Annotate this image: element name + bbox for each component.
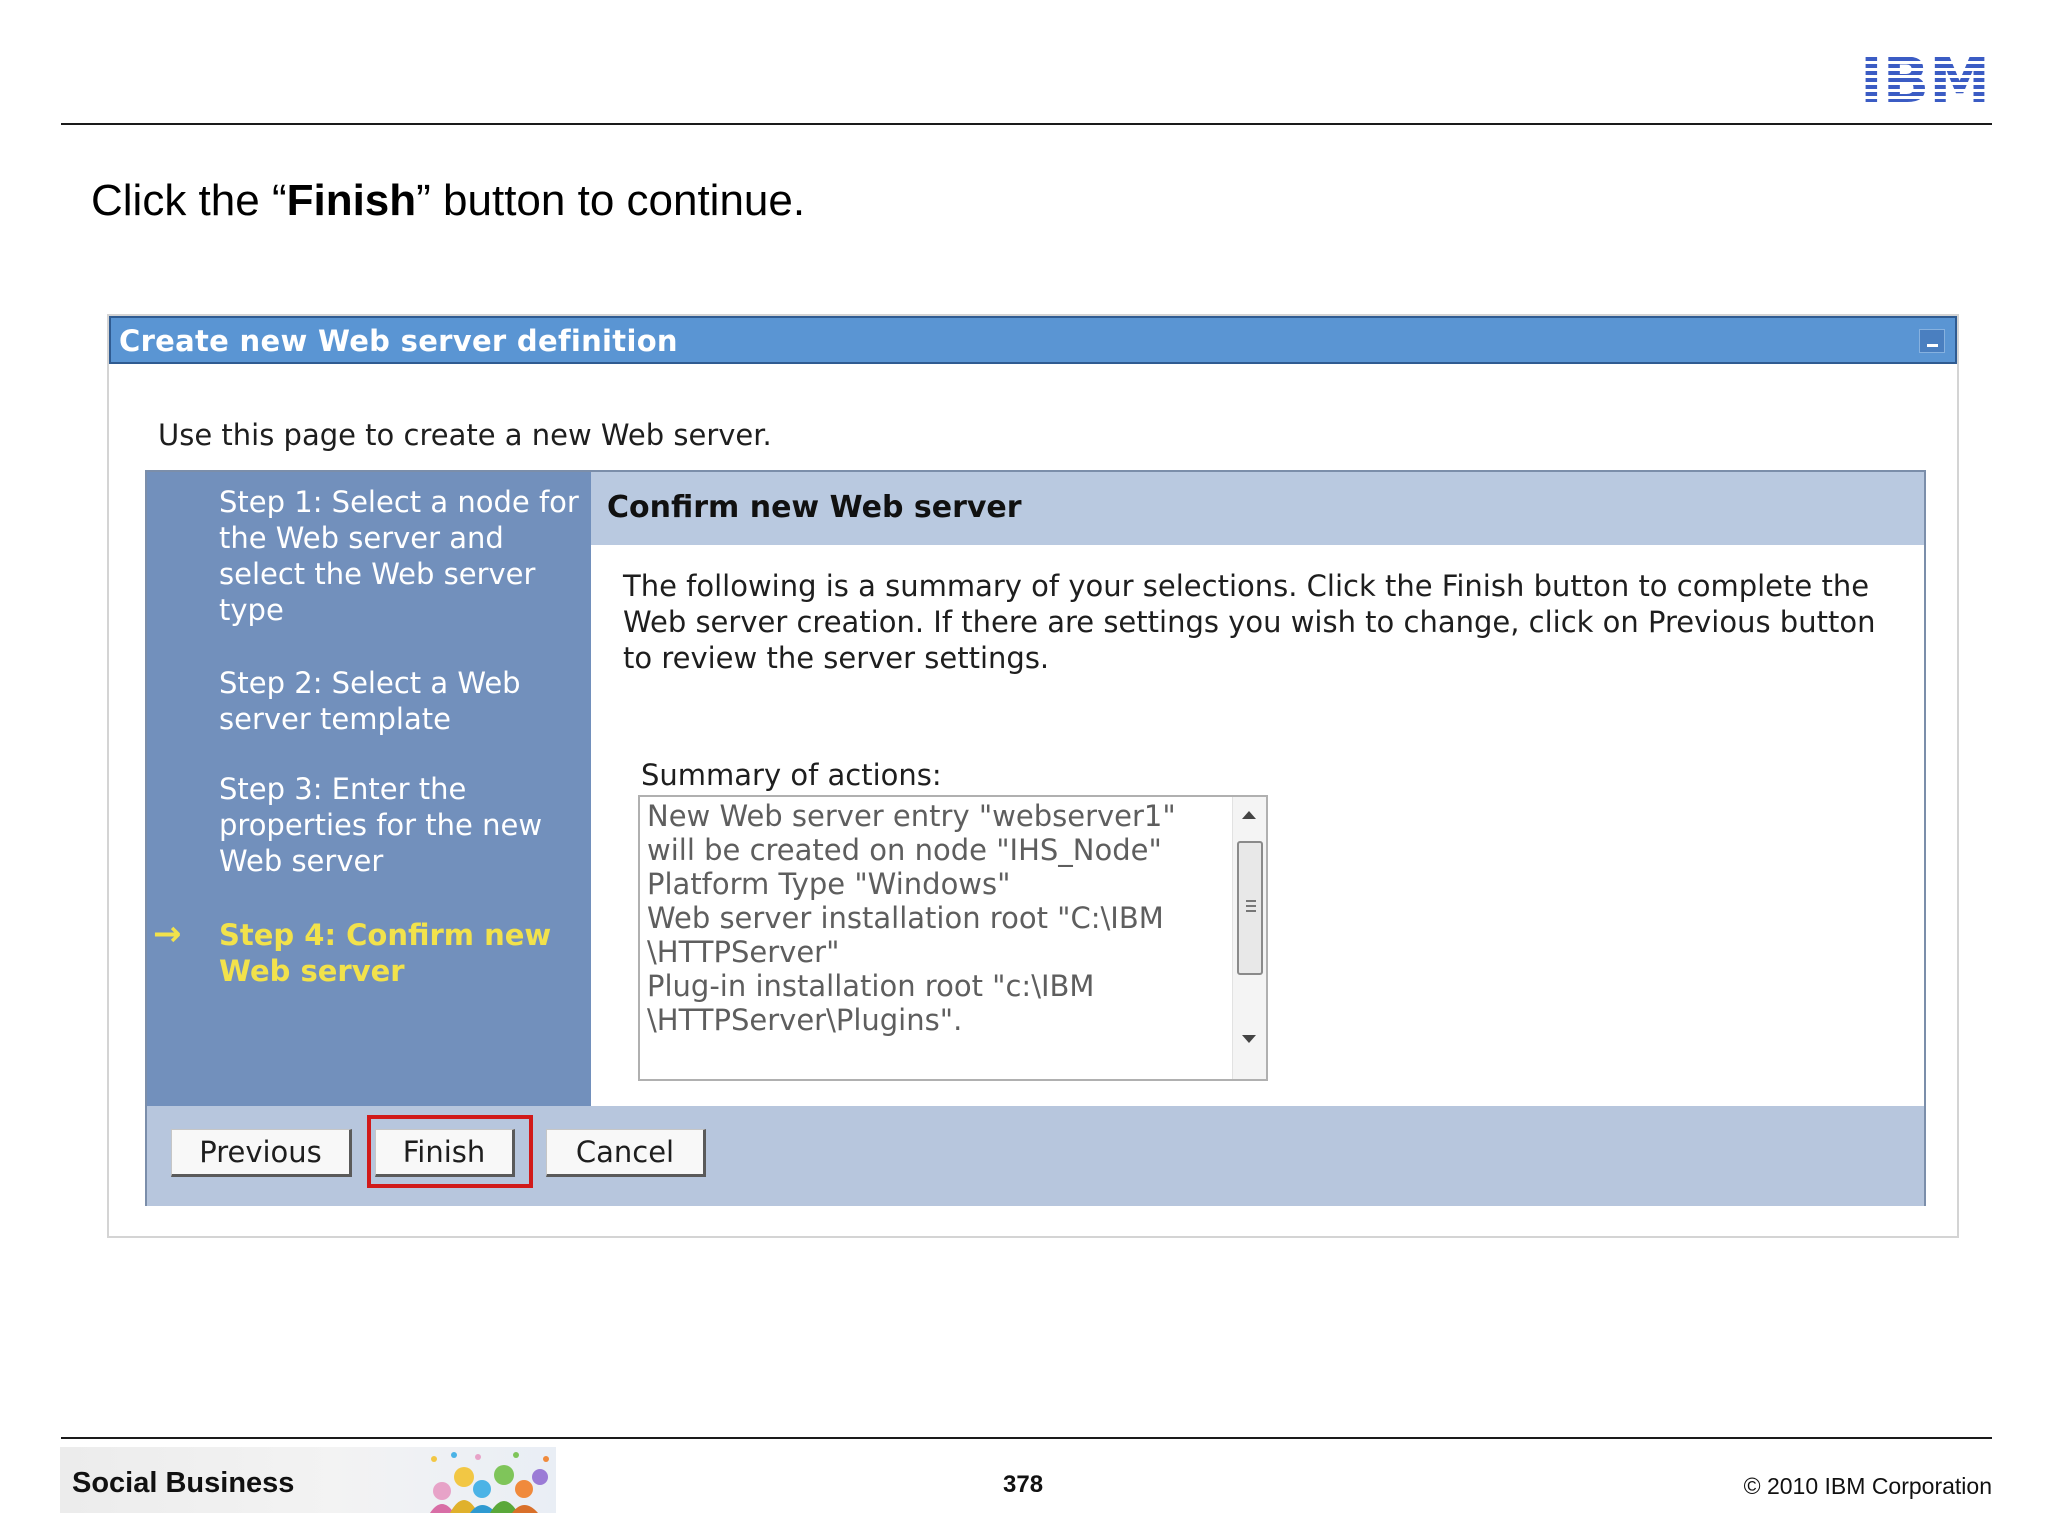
page-number: 378 — [1003, 1471, 1044, 1498]
wizard-panel — [145, 470, 1926, 1206]
current-step-arrow-icon: → — [153, 914, 182, 954]
content-header — [591, 472, 1924, 545]
ibm-logo — [1858, 50, 1992, 106]
footer-rule — [61, 1437, 1992, 1439]
summary-line: Plug-in installation root "c:\IBM — [647, 969, 1095, 1003]
wizard-steps — [147, 472, 591, 1106]
cancel-button[interactable]: Cancel — [546, 1129, 706, 1177]
scroll-up-icon[interactable] — [1242, 811, 1256, 819]
wizard-step-2[interactable]: Step 2: Select a Web server template — [219, 666, 521, 736]
instruction-prefix: Click the “ — [91, 176, 287, 225]
footer-brand: Social Business — [72, 1467, 295, 1499]
slide-instruction — [91, 176, 805, 226]
wizard-step-4-current: Step 4: Confirm new Web server — [219, 918, 552, 988]
dialog-title: Create new Web server definition — [119, 324, 678, 358]
summary-textarea[interactable] — [638, 795, 1268, 1081]
content-title: Confirm new Web server — [607, 490, 1022, 525]
instruction-suffix: ” button to continue. — [416, 176, 806, 225]
summary-line: Web server installation root "C:\IBM — [647, 901, 1164, 935]
social-business-banner — [60, 1447, 556, 1513]
grip-icon — [1246, 900, 1256, 912]
minimize-icon[interactable] — [1919, 329, 1945, 353]
web-server-dialog — [107, 314, 1959, 1238]
people-illustration-icon — [420, 1447, 556, 1513]
page-description: Use this page to create a new Web server. — [158, 418, 772, 452]
summary-line: \HTTPServer\Plugins". — [647, 1003, 963, 1037]
wizard-step-3[interactable]: Step 3: Enter the properties for the new Web server — [219, 772, 543, 878]
summary-line: \HTTPServer" — [647, 935, 840, 969]
summary-description: The following is a summary of your selections. Click the Finish button to complete the Web server creation. If there are settings you wish to change, click on Previous button to review the server settings. — [623, 569, 1876, 675]
summary-line: New Web server entry "webserver1" — [647, 799, 1176, 833]
finish-button[interactable]: Finish — [375, 1129, 515, 1177]
button-bar — [147, 1106, 1924, 1206]
summary-line: Platform Type "Windows" — [647, 867, 1011, 901]
wizard-step-1[interactable]: Step 1: Select a node for the Web server and select the Web server type — [219, 485, 579, 627]
instruction-bold: Finish — [286, 176, 417, 225]
previous-button[interactable]: Previous — [171, 1129, 352, 1177]
summary-scrollbar[interactable] — [1232, 797, 1266, 1079]
summary-label: Summary of actions: — [641, 758, 942, 792]
header-rule — [61, 123, 1992, 125]
dialog-titlebar — [109, 316, 1957, 364]
summary-lines — [647, 799, 1227, 1037]
summary-line: will be created on node "IHS_Node" — [647, 833, 1162, 867]
scroll-down-icon[interactable] — [1242, 1035, 1256, 1043]
scroll-thumb[interactable] — [1237, 841, 1263, 975]
copyright: © 2010 IBM Corporation — [1743, 1473, 1992, 1499]
